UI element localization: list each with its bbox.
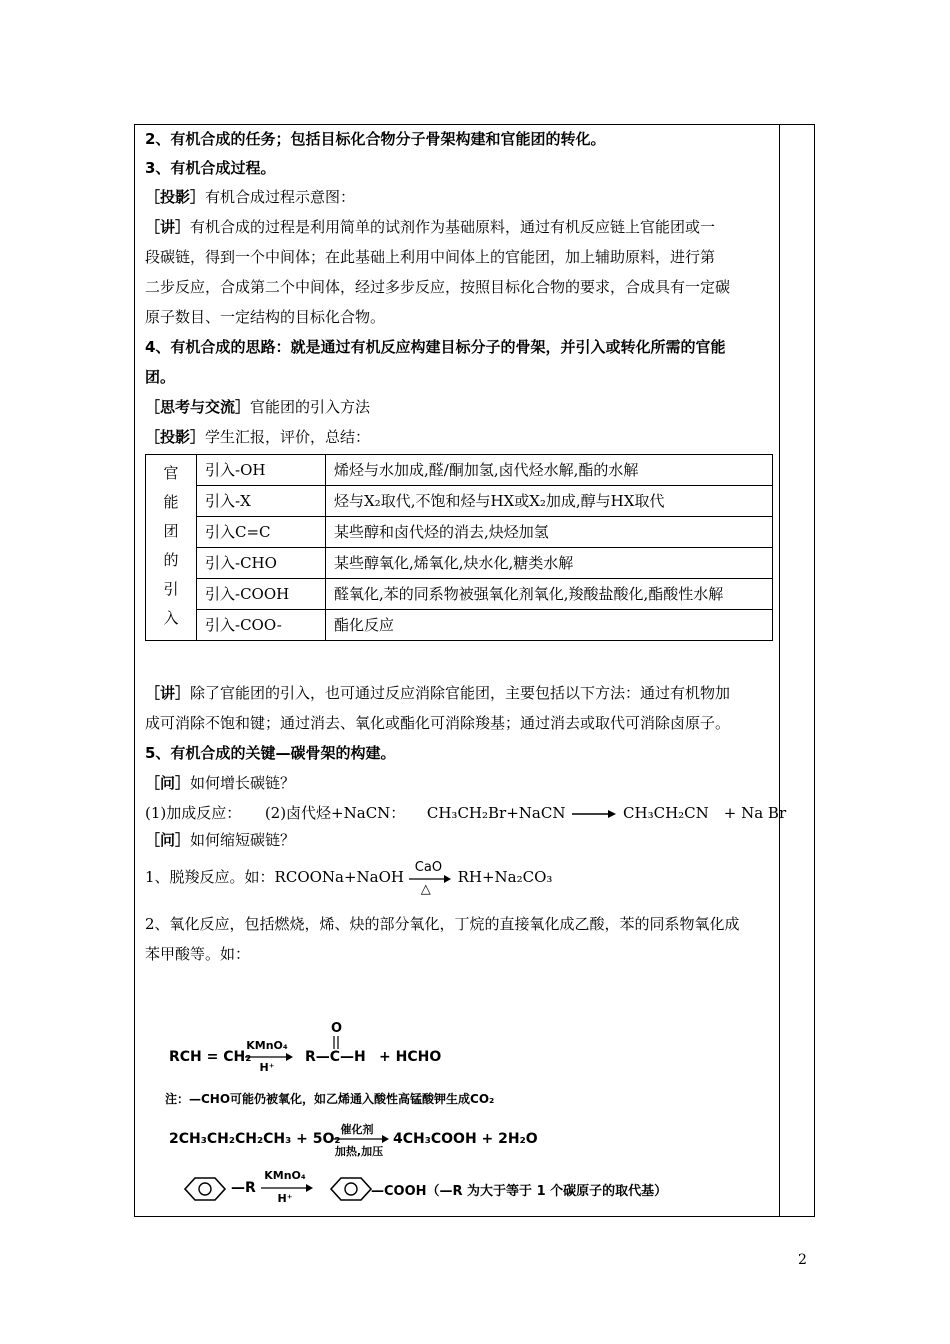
haloalkane-label: (2)卤代烃+NaCN： <box>264 804 406 822</box>
head-char: 官 <box>163 464 179 482</box>
head-char: 引 <box>163 580 179 598</box>
acid-label-2: H⁺ <box>277 1192 293 1205</box>
approach-heading: 4、有机合成的思路：就是通过有机反应构建目标分子的骨架，并引入或转化所需的官能 <box>145 338 726 356</box>
benzoic-acid-product: —COOH（—R 为大于等于 1 个碳原子的取代基） <box>371 1184 668 1199</box>
tag-projection: ［投影］ <box>145 188 206 206</box>
reaction-arrow-icon <box>409 874 453 884</box>
alkyl-group: —R <box>231 1180 256 1196</box>
approach-heading-cont: 团。 <box>145 368 176 386</box>
lesson-frame <box>134 124 815 1217</box>
oxidation-line-1: 2、氧化反应，包括燃烧，烯、炔的部分氧化，丁烷的直接氧化成乙酸，苯的同系物氧化成 <box>145 915 740 933</box>
tag-question: ［问］ <box>145 774 191 792</box>
table-row <box>146 610 773 641</box>
alkene-reactant: RCH = CH₂ <box>169 1049 252 1065</box>
head-char: 能 <box>163 493 179 511</box>
process-heading: 3、有机合成过程。 <box>145 159 276 177</box>
table-row <box>146 579 773 610</box>
table-head-cell <box>146 455 197 641</box>
method-cell: 烯烃与水加成,醛/酮加氢,卤代烃水解,酯的水解 <box>326 455 773 486</box>
oxidation-note: 注：—CHO可能仍被氧化，如乙烯通入酸性高锰酸钾生成CO₂ <box>165 1092 495 1106</box>
decarboxylation-reactants: 1、脱羧反应。如：RCOONa+NaOH <box>145 868 404 886</box>
think-text: 官能团的引入方法 <box>250 398 371 416</box>
tag-question-2: ［问］ <box>145 831 191 849</box>
lecture-line-4: 原子数目、一定结构的目标化合物。 <box>145 308 386 326</box>
table-row <box>146 455 773 486</box>
skeleton-heading: 5、有机合成的关键—碳骨架的构建。 <box>145 744 396 762</box>
heat-symbol: △ <box>420 882 431 897</box>
method-cell: 酯化反应 <box>326 610 773 641</box>
oxidation-line-2: 苯甲酸等。如： <box>145 945 251 963</box>
butane-reactants: 2CH₃CH₂CH₂CH₃ + 5O₂ <box>169 1131 341 1147</box>
acid-label: H⁺ <box>259 1061 275 1074</box>
lecture-text-1: 有机合成的过程是利用简单的试剂作为基础原料，通过有机反应链上官能团或一 <box>190 218 716 236</box>
decarboxylation-line <box>145 860 553 897</box>
catalyst-label: 催化剂 <box>340 1123 374 1136</box>
tag-projection-2: ［投影］ <box>145 428 206 446</box>
method-cell: 烃与X₂取代,不饱和烃与HX或X₂加成,醇与HX取代 <box>326 486 773 517</box>
acetic-acid-products: 4CH₃COOH + 2H₂O <box>393 1131 538 1147</box>
report-text: 学生汇报，评价，总结： <box>205 428 371 446</box>
projection-text: 有机合成过程示意图： <box>205 188 356 206</box>
addition-label: (1)加成反应： <box>145 804 242 822</box>
functional-group-table <box>145 454 773 641</box>
kmno4-label-2: KMnO₄ <box>264 1169 306 1182</box>
double-bond-icon <box>332 1036 340 1050</box>
think-line <box>145 395 370 419</box>
question-text-1: 如何增长碳链？ <box>190 774 296 792</box>
intro-cell: 引入-OH <box>197 455 326 486</box>
table-row <box>146 548 773 579</box>
decarboxylation-products: RH+Na₂CO₃ <box>457 868 553 886</box>
table-row <box>146 486 773 517</box>
intro-cell: 引入-COOH <box>197 579 326 610</box>
aldehyde-product: R—C—H <box>305 1049 366 1065</box>
intro-cell: 引入C=C <box>197 517 326 548</box>
cao-label: CaO <box>414 860 443 875</box>
question-line-2 <box>145 828 295 852</box>
cao-arrow <box>409 860 453 897</box>
kmno4-label: KMnO₄ <box>246 1039 288 1052</box>
lecture-line-2: 段碳链，得到一个中间体；在此基础上利用中间体上的官能团，加上辅助原料，进行第 <box>145 248 716 266</box>
method-cell: 某些醇氧化,烯氧化,炔水化,糖类水解 <box>326 548 773 579</box>
method-cell: 醛氧化,苯的同系物被强氧化剂氧化,羧酸盐酸化,酯酸性水解 <box>326 579 773 610</box>
lecture-line-1 <box>145 215 715 239</box>
intro-cell: 引入-COO- <box>197 610 326 641</box>
lecture-line-5 <box>145 681 730 705</box>
question-line-1 <box>145 771 295 795</box>
tag-lecture: ［讲］ <box>145 218 191 236</box>
lecture-line-3: 二步反应，合成第二个中间体，经过多步反应，按照目标化合物的要求，合成具有一定碳 <box>145 278 731 296</box>
question-text-2: 如何缩短碳链？ <box>190 831 296 849</box>
head-char: 入 <box>163 609 179 627</box>
report-line <box>145 425 370 449</box>
head-char: 团 <box>163 522 179 540</box>
chain-extend-line <box>145 801 786 825</box>
lecture-text-5: 除了官能团的引入，也可通过反应消除官能团，主要包括以下方法：通过有机物加 <box>190 684 731 702</box>
reaction-arrow-icon <box>570 808 618 820</box>
benzene-ring-icon <box>177 1175 233 1203</box>
table-row <box>146 517 773 548</box>
side-column-divider <box>779 125 780 1216</box>
intro-cell: 引入-CHO <box>197 548 326 579</box>
conditions-label: 加热,加压 <box>334 1145 384 1158</box>
method-cell: 某些醇和卤代烃的消去,炔烃加氢 <box>326 517 773 548</box>
carbonyl-oxygen: O <box>331 1021 343 1036</box>
task-heading: 2、有机合成的任务；包括目标化合物分子骨架构建和官能团的转化。 <box>145 130 606 148</box>
intro-cell: 引入-X <box>197 486 326 517</box>
tag-think: ［思考与交流］ <box>145 398 251 416</box>
nacn-reactants: CH₃CH₂Br+NaCN <box>426 804 566 822</box>
lecture-line-6: 成可消除不饱和键；通过消去、氧化或酯化可消除羧基；通过消去或取代可消除卤原子。 <box>145 714 731 732</box>
page-number: 2 <box>798 1252 807 1268</box>
formaldehyde-product: + HCHO <box>379 1049 442 1065</box>
projection-line <box>145 185 355 209</box>
nacn-products: CH₃CH₂CN + Na Br <box>623 804 787 822</box>
tag-lecture-2: ［讲］ <box>145 684 191 702</box>
head-char: 的 <box>163 551 179 569</box>
